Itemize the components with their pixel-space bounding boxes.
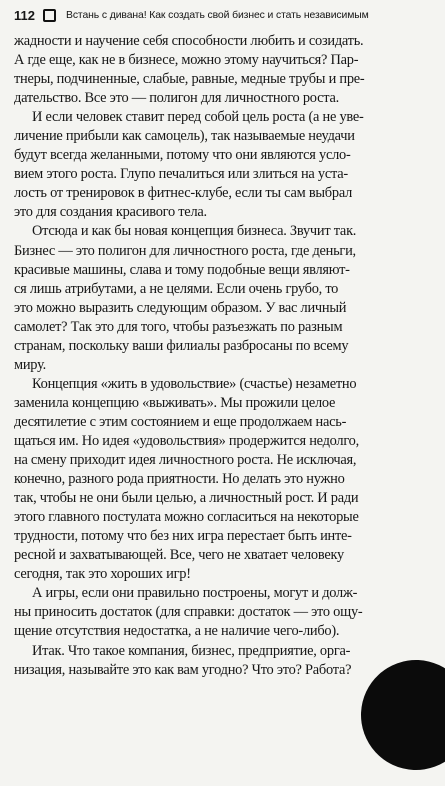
running-header [14,6,439,24]
text-line: самолет? Так это для того, чтобы разъезжать по разным [14,318,343,335]
paragraph-first-line: Концепция «жить в удовольствие» (счастье) незаметно [32,375,357,392]
text-line: странам, поскольку ваши филиалы разбросаны по всему [14,337,349,354]
text-line: на смену приходит идея личностного роста. Не исключая, [14,452,357,469]
text-line: это можно выразить следующим образом. У вас личный [14,299,347,316]
text-line: будут всегда желанными, потому что они являются усло- [14,147,351,164]
text-line: ся лишь атрибутами, а не целями. Если очень грубо, то [14,280,339,297]
square-bullet-icon [43,9,56,22]
text-line: конечно, разного рода приятности. Но делать это нужно [14,471,345,488]
text-line: щаться им. Но идея «удовольствия» продержится недолго, [14,432,359,449]
text-line: жадности и научение себя способности любить и созидать. [14,33,364,49]
text-line: сегодня, так это хороших игр! [14,566,191,583]
text-line: заменила концепцию «выживать». Мы прожили целое [14,394,336,411]
paragraph-first-line: А игры, если они правильно построены, могут и долж- [32,585,358,602]
paragraph-first-line: Отсюда и как бы новая концепция бизнеса. Звучит так. [32,223,357,240]
text-line: этого главного постулата можно согласиться на некоторые [14,509,359,526]
text-line: щение отсутствия недостатка, а не наличие чего-либо). [14,623,340,640]
text-line: десятилетие с этим состоянием и еще продолжаем нась- [14,413,347,430]
text-line: ны приносить достаток (для справки: достаток — это ощу- [14,604,363,621]
text-line: вием этого роста. Глупо печалиться или злиться на уста- [14,166,348,183]
paragraph-first-line: Итак. Что такое компания, бизнес, предприятие, орга- [32,642,351,659]
text-line: А где еще, как не в бизнесе, можно этому научиться? Пар- [14,52,359,69]
page-number: 112 [14,7,35,23]
text-line: это для создания красивого тела. [14,204,207,221]
text-line: ресной и захватывающей. Все, чего не хватает человеку [14,547,344,564]
body-text [14,32,440,680]
text-line: так, чтобы не они были целью, а личностный рост. И ради [14,490,359,507]
text-line: тнеры, подчиненные, слабые, равные, медные трубы и пре- [14,71,365,88]
text-line: Бизнес — это полигон для личностного роста, где деньги, [14,242,356,259]
text-line: миру. [14,356,46,373]
text-line: лость от тренировок в фитнес-клубе, если ты сам выбрал [14,185,353,202]
text-line: низация, называйте это как вам угодно? Что это? Работа? [14,661,352,678]
text-line: дательство. Все это — полигон для личностного роста. [14,90,339,107]
text-line: личение прибыли как самоцель), так называемые неудачи [14,128,355,145]
text-line: красивые машины, слава и тому подобные вещи являют- [14,261,350,278]
text-line: трудности, потому что без них игра перестает быть инте- [14,528,352,545]
paragraph-first-line: И если человек ставит перед собой цель роста (а не уве- [32,109,364,126]
running-title: Встань с дивана! Как создать свой бизнес и стать независимым [65,9,369,21]
